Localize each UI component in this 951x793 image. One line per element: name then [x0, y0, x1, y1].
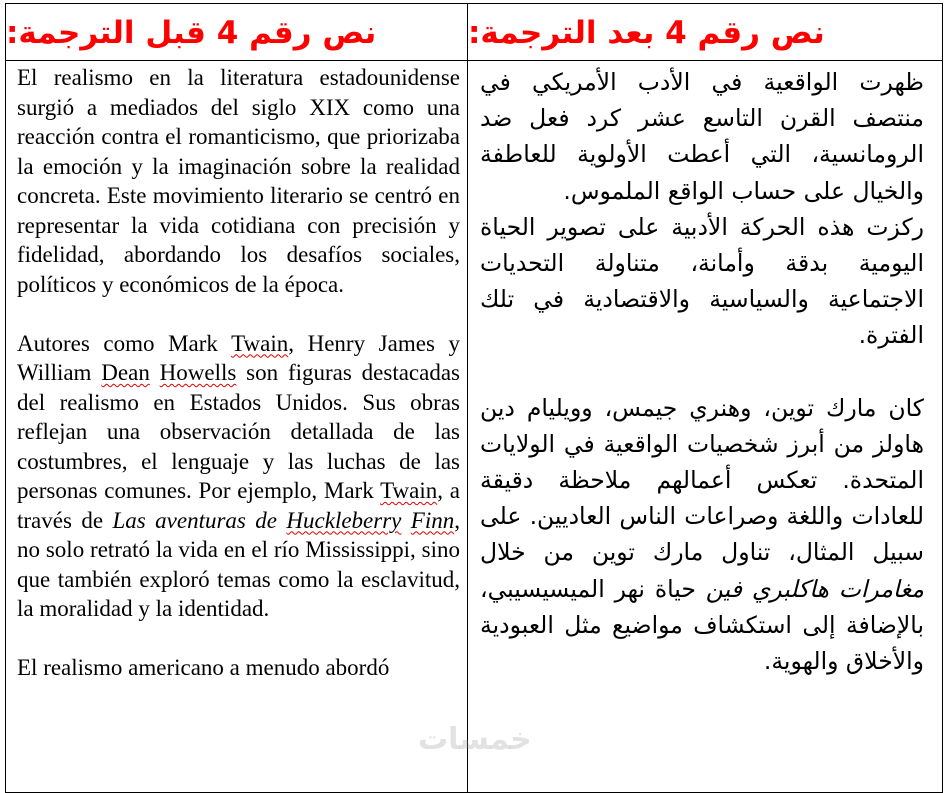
spanish-paragraph-3: El realismo americano a menudo abordó — [17, 655, 390, 680]
translation-table — [5, 3, 943, 793]
spanish-paragraph-2: Autores como Mark Twain, Henry James y William Dean Howells son figuras destacadas del realismo en Estados Unidos. Sus obras reflejan una observación detallada de las costumbres, el lenguaje y las luchas de las personas comunes. Por ejemplo, Mark Twain, a través de Las aventuras de Huckleberry Finn, no solo retrató la vida en el río Mississippi, sino que también exploró temas como la esclavitud, la moralidad y la identidad. — [17, 330, 461, 621]
arabic-book-title: مغامرات هاكلبري فين — [705, 574, 924, 603]
arabic-paragraph-1: ظهرت الواقعية في الأدب الأمريكي في منتصف القرن التاسع عشر كرد فعل ضد الرومانسية، التي أعطت الأولوية للعاطفة والخيال على حساب الواقع الملموس. — [480, 68, 924, 205]
spellcheck-word: Twain — [380, 478, 438, 503]
arabic-text-cell — [468, 62, 944, 679]
spellcheck-word: Dean — [101, 360, 150, 385]
arabic-paragraph-2: ركزت هذه الحركة الأدبية على تصوير الحياة اليومية بدقة وأمانة، متناولة التحديات الاجتماعية والسياسية والاقتصادية في تلك الفترة. — [480, 212, 924, 350]
spellcheck-word: Huckleberry — [286, 507, 402, 533]
spellcheck-word: Twain — [231, 330, 289, 356]
spellcheck-word: Finn — [410, 507, 455, 533]
arabic-paragraph-3: كان مارك توين، وهنري جيمس، وويليام دين هاولز من أبرز شخصيات الواقعية في الولايات المتحدة. تعكس أعمالهم ملاحظة دقيقة للعادات واللغة وصراعات الناس العاديين. على سبيل المثال، تناول مارك توين من خلال مغامرات هاكلبري فين حياة نهر الميسيسيبي، بالإضافة إلى استكشاف مواضيع مثل العبودية والأخلاق والهوية. — [480, 393, 924, 676]
header-before-translation: نص رقم 4 قبل الترجمة: — [6, 14, 377, 51]
header-after-translation: نص رقم 4 بعد الترجمة: — [468, 14, 825, 51]
watermark-logo: خمسات — [418, 722, 532, 757]
spanish-text-cell — [6, 62, 467, 683]
book-title: Las aventuras de Huckleberry Finn — [112, 507, 455, 533]
table-header-row — [6, 4, 942, 61]
spellcheck-word: Howells — [159, 360, 237, 385]
spanish-paragraph-1: El realismo en la literatura estadounidense surgió a mediados del siglo XIX como una reacción contra el romanticismo, que priorizaba la emoción y la imaginación sobre la realidad concreta. Este movimiento literario se centró en representar la vida cotidiana con precisión y fidelidad, abordando los desafíos sociales, políticos y económicos de la época. — [17, 65, 460, 297]
